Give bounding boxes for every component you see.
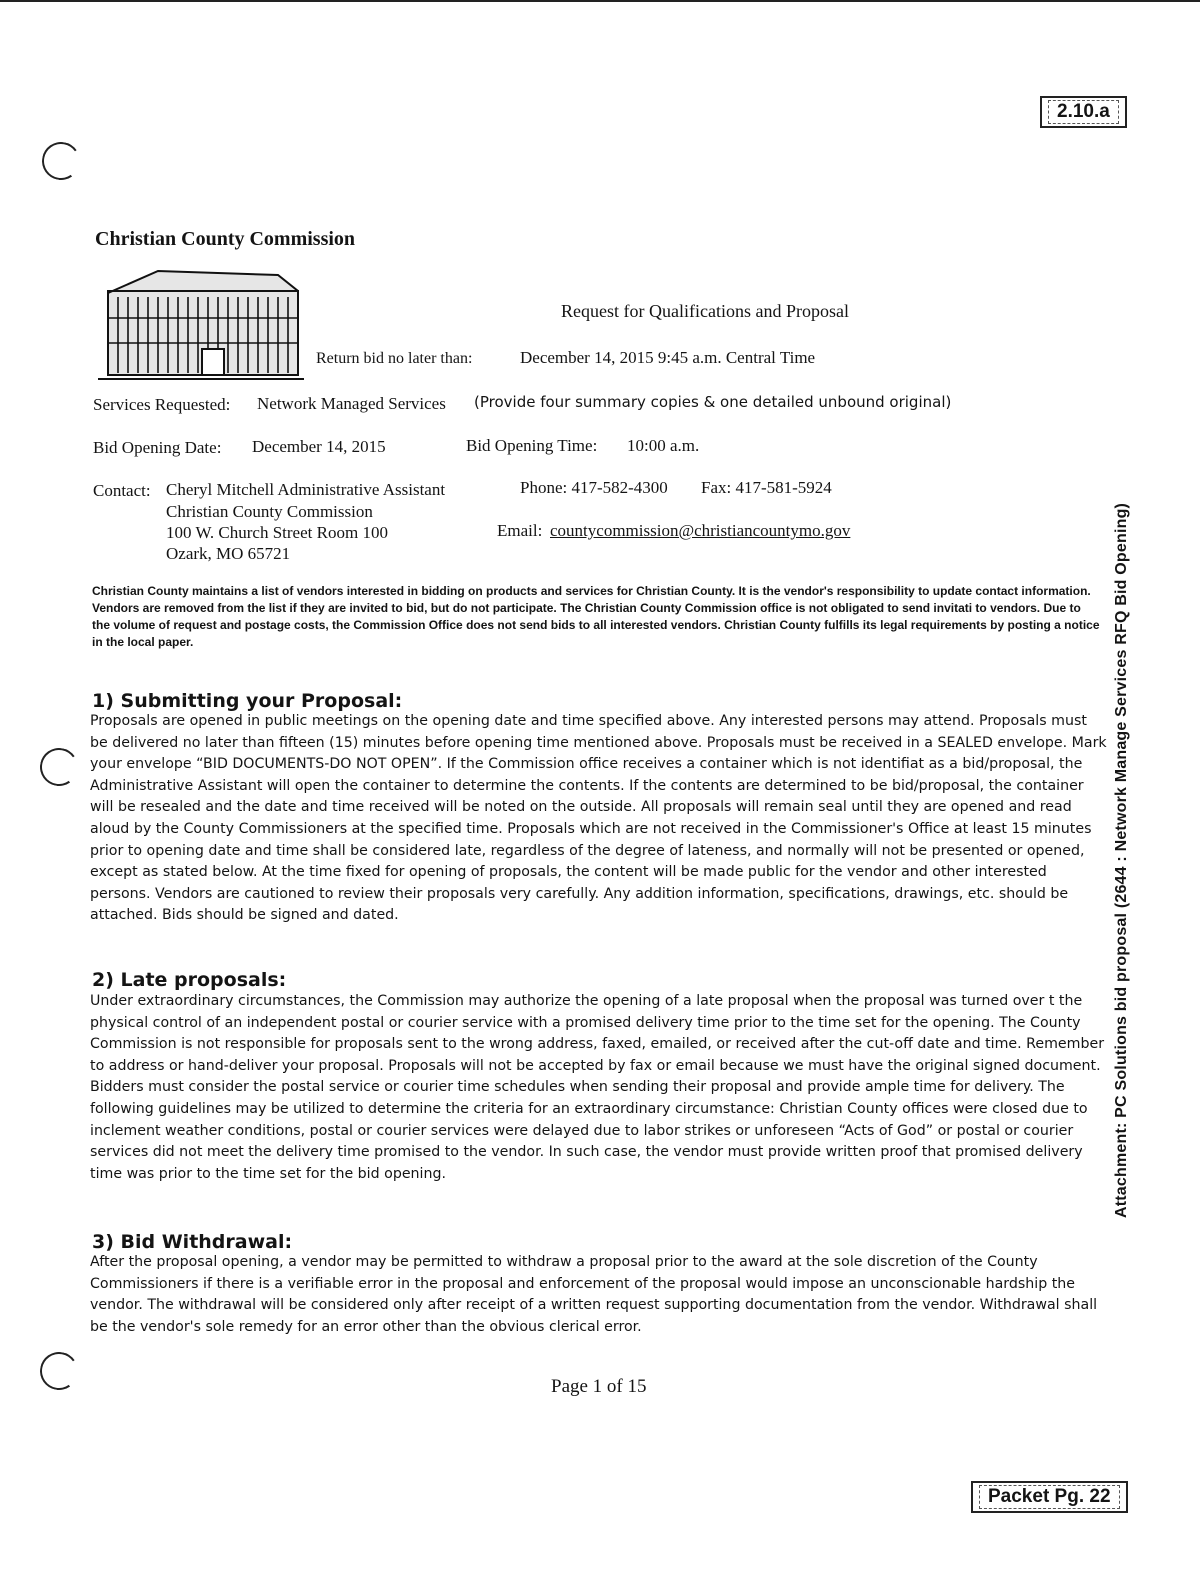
contact-fax: Fax: 417-581-5924 bbox=[701, 478, 832, 497]
contact-organization: Christian County Commission bbox=[166, 502, 373, 521]
services-value: Network Managed Services bbox=[257, 394, 446, 413]
return-bid-deadline: December 14, 2015 9:45 a.m. Central Time bbox=[520, 348, 816, 367]
bid-opening-time-label: Bid Opening Time: bbox=[466, 436, 598, 455]
attachment-side-label: Attachment: PC Solutions bid proposal (2644 : Network Manage Services RFQ Bid Opening) bbox=[1113, 502, 1130, 1218]
bid-opening-date: December 14, 2015 bbox=[252, 437, 386, 456]
contact-label: Contact: bbox=[93, 481, 151, 500]
organization-name: Christian County Commission bbox=[95, 228, 356, 250]
bid-opening-time: 10:00 a.m. bbox=[627, 436, 700, 455]
section-body-submitting: Proposals are opened in public meetings on the opening date and time specified above. Any interested persons may attend. Proposals must be delivered no later than fifteen (15) minutes before opening time mentioned above. Proposals must be received in a SEALED envelope. Mark your envelope “BID DOCUMENTS-DO NOT OPEN”. If the Commission office receives a container which is not identifiat as a bid/proposal, the Administrative Assistant will open the container to determine the contents. If the contents are determined to be bid/proposal, the container will be resealed and the date and time received will be noted on the outside. All proposals will remain seal until they are opened and read aloud by the County Commissioners at the specified time. Proposals which are not received in the Commissioner's Office at least 15 minutes prior to opening date and time shall be considered late, regardless of the degree of lateness, and normally will not be presented or opened, except as stated below. At the time fixed for opening of proposals, the content will be made public for the vendor and other interested persons. Vendors are cautioned to review their proposals very carefully. Any addition information, specifications, drawings, etc. should be attached. Bids should be signed and dated. bbox=[90, 713, 1107, 924]
section-title-submitting: 1) Submitting your Proposal: bbox=[92, 690, 403, 712]
section-title-late-proposals: 2) Late proposals: bbox=[92, 969, 287, 991]
contact-street: 100 W. Church Street Room 100 bbox=[166, 523, 388, 542]
punch-hole-middle bbox=[37, 745, 81, 789]
services-label: Services Requested: bbox=[93, 395, 231, 414]
contact-email-link[interactable]: countycommission@christiancountymo.gov bbox=[550, 521, 851, 540]
contact-email-label: Email: bbox=[497, 521, 543, 540]
document-title: Request for Qualifications and Proposal bbox=[561, 301, 849, 321]
page-number: Page 1 of 15 bbox=[551, 1376, 647, 1397]
page-top-border bbox=[0, 0, 1200, 2]
contact-name: Cheryl Mitchell Administrative Assistant bbox=[166, 480, 446, 499]
punch-hole-top bbox=[39, 139, 83, 183]
services-copies-note: (Provide four summary copies & one detailed unbound original) bbox=[474, 393, 952, 411]
section-body-late-proposals: Under extraordinary circumstances, the Commission may authorize the opening of a late proposal when the proposal was turned over t the physical control of an independent postal or courier service with a promised delivery time prior to the time set for the opening. The County Commission is not responsible for proposals sent to the wrong address, faxed, emailed, or received after the cut-off date and time. Remember to address or hand-deliver your proposal. Proposals will not be accepted by fax or email because we must have the original signed document. Bidders must consider the postal service or courier time schedules when sending their proposal and provide ample time for delivery. The following guidelines may be utilized to determine the criteria for an extraordinary circumstance: Christian County offices were closed due to inclement weather conditions, postal or courier services were delayed due to labor strikes or unforeseen “Acts of God” or postal or courier services did not meet the delivery time promised to the vendor. In such case, the vendor must provide written proof that promised delivery time was prior to the time set for the bid opening. bbox=[90, 993, 1105, 1182]
bid-opening-date-label: Bid Opening Date: bbox=[93, 438, 222, 457]
return-bid-label: Return bid no later than: bbox=[316, 350, 473, 367]
section-body-bid-withdrawal: After the proposal opening, a vendor may be permitted to withdraw a proposal prior to the award at the sole discretion of the County Commissioners if there is a verifiable error in the proposal and enforcement of the proposal would impose an unconscionable hardship the vendor. The withdrawal will be considered only after receipt of a written request supporting documentation from the vendor. Withdrawal shall be the vendor's sole remedy for an error other than the obvious clerical error. bbox=[90, 1254, 1098, 1335]
packet-page-stamp: Packet Pg. 22 bbox=[971, 1481, 1128, 1513]
courthouse-logo bbox=[98, 263, 304, 387]
agenda-item-stamp: 2.10.a bbox=[1040, 96, 1127, 128]
contact-city: Ozark, MO 65721 bbox=[166, 544, 291, 563]
contact-phone: Phone: 417-582-4300 bbox=[520, 478, 668, 497]
punch-hole-bottom bbox=[37, 1349, 81, 1393]
section-title-bid-withdrawal: 3) Bid Withdrawal: bbox=[92, 1231, 293, 1253]
vendor-list-notice: Christian County maintains a list of vendors interested in bidding on products and services for Christian County. It is the vendor's responsibility to update contact information. Vendors are removed from the list if they are invited to bid, but do not participate. The Christian County Commission office is not obligated to send invitati to vendors. Due to the volume of request and postage costs, the Commission Office does not send bids to all interested vendors. Christian County fulfills its legal requirements by posting a notice in the local paper. bbox=[92, 584, 1100, 649]
